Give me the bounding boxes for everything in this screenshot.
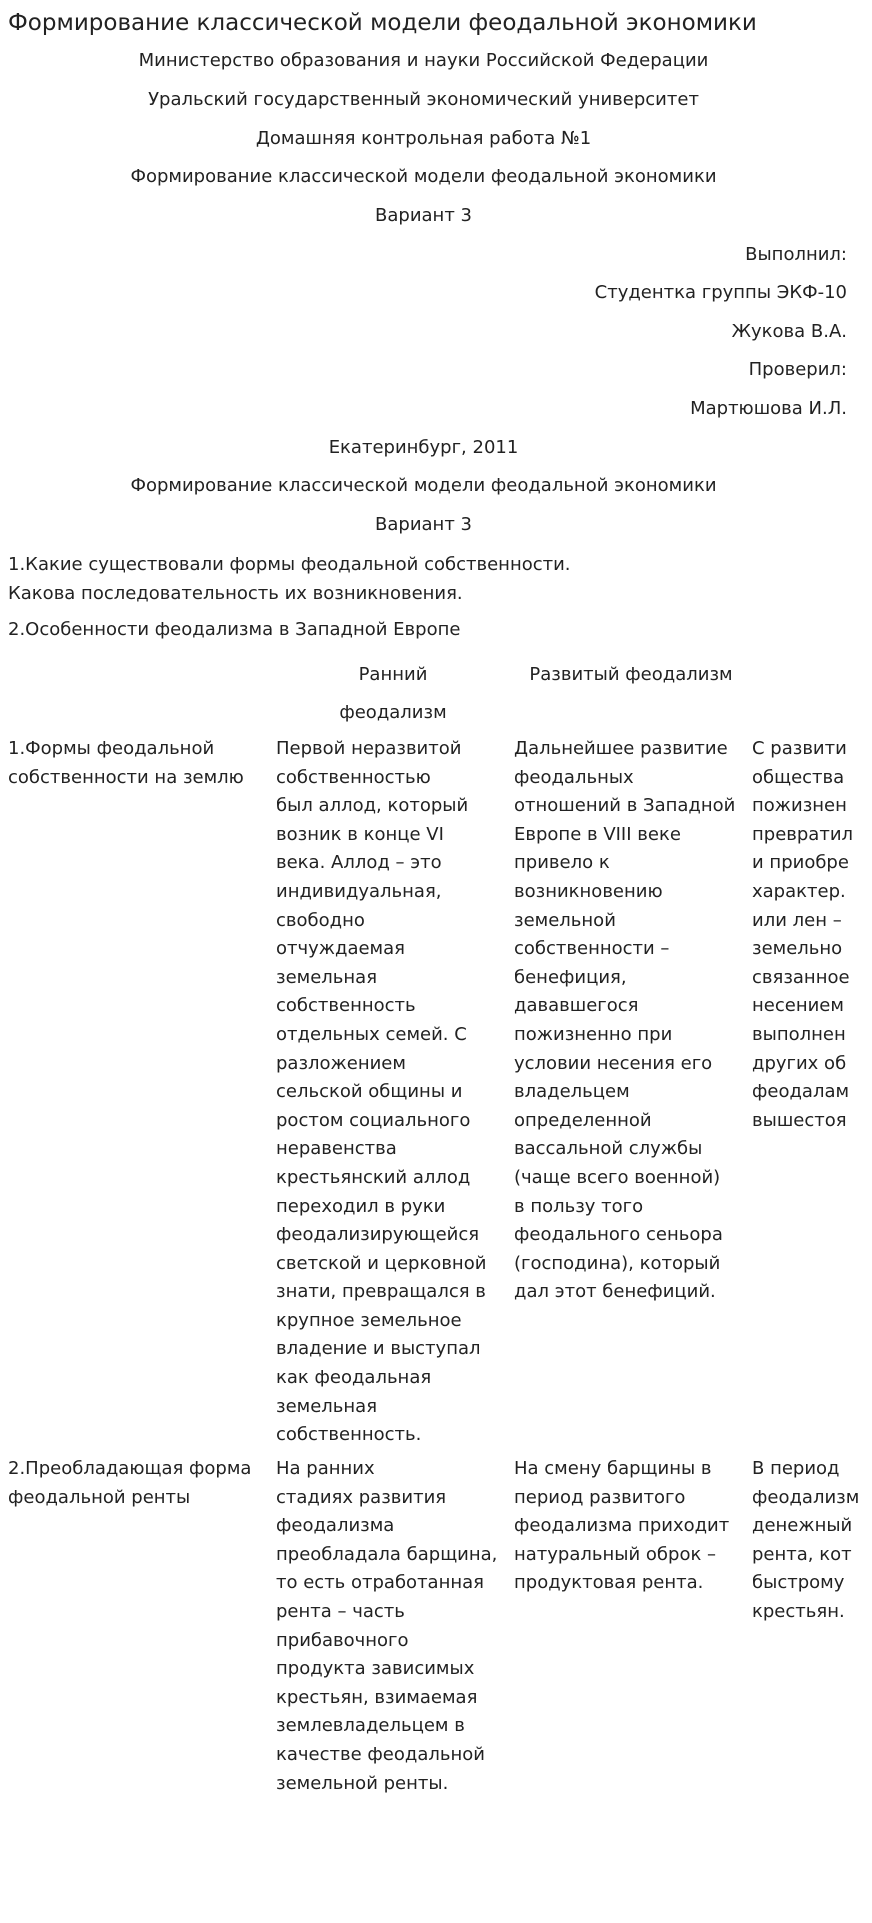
row-1-developed-text: Дальнейшее развитие феодальных отношений в Западной Европе в VIII веке привело к возникновению земельной собственности – бенефиция, дававшегося пожизненно при условии несения его владельцем определенной вассальной службы (чаще всего военной) в пользу того феодального сеньора (господина), который дал этот бенефиций. bbox=[514, 738, 736, 1303]
section-title: Формирование классической модели феодальной экономики bbox=[130, 475, 717, 496]
header-early: Ранний bbox=[358, 664, 428, 685]
header-developed: Развитый феодализм bbox=[529, 664, 733, 685]
performed-by-label: Выполнил: bbox=[745, 244, 847, 265]
row-2-developed-text: На смену барщины в период развитого феодализма приходит натуральный оброк – продуктовая рента. bbox=[514, 1458, 730, 1594]
question-1-line-2: Какова последовательность их возникновения. bbox=[8, 583, 463, 604]
row-1-label: 1.Формы феодальной собственности на землю bbox=[8, 738, 244, 788]
question-1 bbox=[8, 550, 571, 608]
student-name: Жукова В.А. bbox=[731, 321, 847, 342]
row-1-early-text: Первой неразвитой собственностью был аллод, который возник в конце VI века. Аллод – это индивидуальная, свободно отчуждаемая земельная собственность отдельных семей. С разложением сельской общины и ростом социального неравенства крестьянский аллод переходил в руки феодализирующейся светской и церковной знати, превращался в крупное земельное владение и выступал как феодальная земельная собственность. bbox=[276, 738, 487, 1446]
row-1-late-text: С развити общества пожизнен превратил и приобре характер. или лен – земельно связанное несением выполнен других об феодалам вышестоя bbox=[752, 738, 854, 1131]
row-2-early-text: На ранних стадиях развития феодализма преобладала барщина, то есть отработанная рента – часть прибавочного продукта зависимых крестьян, взимаемая землевладельцем в качестве феодальной земельной ренты. bbox=[276, 1458, 498, 1794]
checked-by-label: Проверил: bbox=[748, 359, 847, 380]
row-2-label: 2.Преобладающая форма феодальной ренты bbox=[8, 1458, 252, 1508]
university-line: Уральский государственный экономический университет bbox=[148, 89, 699, 110]
row-2-late-text: В период феодализм денежный рента, кот быстрому крестьян. bbox=[752, 1458, 860, 1622]
variant-line: Вариант 3 bbox=[375, 205, 472, 226]
feudalism-table bbox=[0, 656, 860, 1916]
question-2: 2.Особенности феодализма в Западной Европе bbox=[8, 619, 461, 640]
ministry-line: Министерство образования и науки Российской Федерации bbox=[138, 50, 709, 71]
section-variant: Вариант 3 bbox=[375, 514, 472, 535]
question-1-line-1: 1.Какие существовали формы феодальной собственности. bbox=[8, 554, 571, 575]
homework-line: Домашняя контрольная работа №1 bbox=[255, 128, 592, 149]
teacher-name: Мартюшова И.Л. bbox=[690, 398, 847, 419]
city-year: Екатеринбург, 2011 bbox=[328, 437, 519, 458]
topic-line: Формирование классической модели феодальной экономики bbox=[130, 166, 717, 187]
student-group: Студентка группы ЭКФ-10 bbox=[594, 282, 847, 303]
document-title: Формирование классической модели феодальной экономики bbox=[8, 10, 757, 36]
header-feudalism: феодализм bbox=[339, 702, 447, 723]
